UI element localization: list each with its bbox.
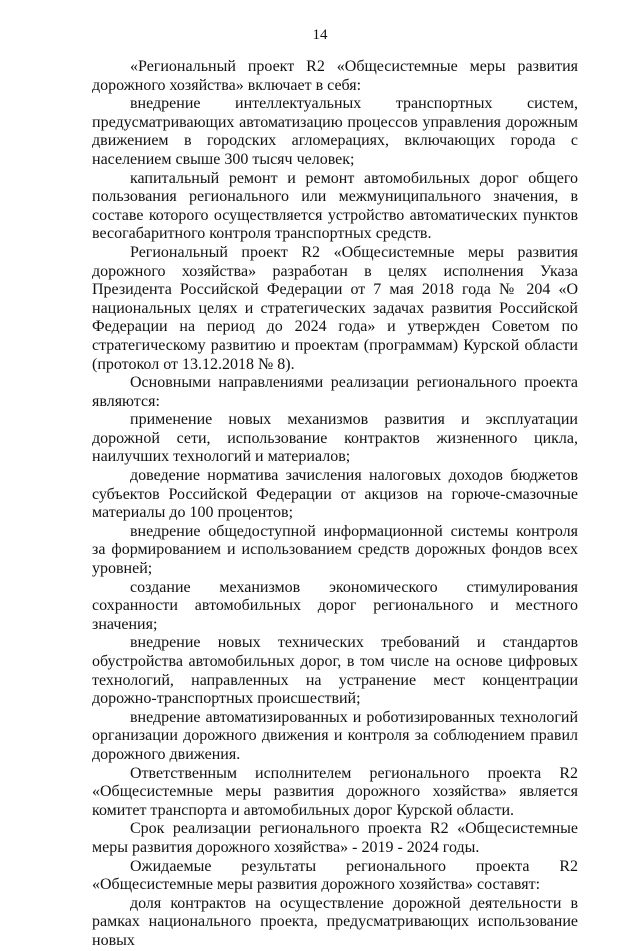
paragraph-decree: Региональный проект R2 «Общесистемные меры развития дорожного хозяйства» разработан в целях исполнения Указа Президента Российской Федерации от 7 мая 2018 года № 204 «О национальных целях и стратегических задачах развития Российской Федерации на период до 2024 года» и утвержден Советом по стратегическому развитию и проектам (программам) Курской области (протокол от 13.12.2018 № 8). xyxy=(92,243,578,373)
paragraph-intro: «Региональный проект R2 «Общесистемные меры развития дорожного хозяйства» включает в себя: xyxy=(92,58,578,94)
list-item-incentives: создание механизмов экономического стимулирования сохранности автомобильных дорог регионального и местного значения; xyxy=(92,578,578,633)
paragraph-directions-heading: Основными направлениями реализации регионального проекта являются: xyxy=(92,374,578,410)
paragraph-its: внедрение интеллектуальных транспортных систем, предусматривающих автоматизацию процессов управления дорожным движением в городских агломерациях, включающих города с населением свыше 300 тысяч человек; xyxy=(92,95,578,168)
list-item-standards: внедрение новых технических требований и стандартов обустройства автомобильных дорог, в том числе на основе цифровых технологий, направленных на устранение мест концентрации дорожно-транспортных происшествий; xyxy=(92,634,578,708)
list-item-mechanisms: применение новых механизмов развития и эксплуатации дорожной сети, использование контрактов жизненного цикла, наилучших технологий и материалов; xyxy=(92,411,578,466)
list-item-excise: доведение норматива зачисления налоговых доходов бюджетов субъектов Российской Федерации от акцизов на горюче-смазочные материалы до 100 процентов; xyxy=(92,467,578,522)
paragraph-contracts-share: доля контрактов на осуществление дорожной деятельности в рамках национального проекта, предусматривающих использование новых xyxy=(92,894,578,949)
list-item-info-system: внедрение общедоступной информационной системы контроля за формированием и использованием средств дорожных фондов всех уровней; xyxy=(92,522,578,578)
paragraph-results: Ожидаемые результаты регионального проекта R2 «Общесистемные меры развития дорожного хозяйства» составят: xyxy=(92,857,578,894)
paragraph-term: Срок реализации регионального проекта R2 «Общесистемные меры развития дорожного хозяйства» - 2019 - 2024 годы. xyxy=(92,820,578,856)
page-number: 14 xyxy=(312,27,328,43)
paragraph-repair: капитальный ремонт и ремонт автомобильных дорог общего пользования регионального или межмуниципального значения, в составе которого осуществляется устройство автоматических пунктов весогабаритного контроля транспортных средств. xyxy=(92,169,578,243)
paragraph-responsible: Ответственным исполнителем регионального проекта R2 «Общесистемные меры развития дорожного хозяйства» является комитет транспорта и автомобильных дорог Курской области. xyxy=(92,764,578,819)
list-item-automation: внедрение автоматизированных и роботизированных технологий организации дорожного движения и контроля за соблюдением правил дорожного движения. xyxy=(92,708,578,763)
page-body xyxy=(92,58,578,951)
